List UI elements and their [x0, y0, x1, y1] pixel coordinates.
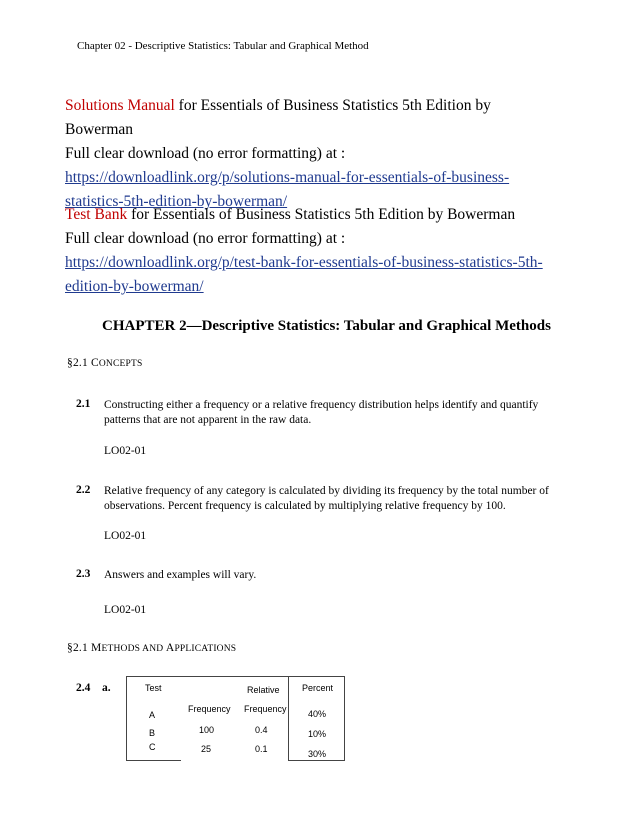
item-number: 2.4: [76, 682, 91, 694]
row-percent: 40%: [308, 709, 327, 719]
header-test: Test: [145, 683, 162, 693]
item-number: 2.1: [76, 398, 91, 410]
row-frequency: 100: [199, 725, 215, 735]
promo-author: Bowerman: [65, 121, 134, 138]
item-text: Answers and examples will vary.: [104, 569, 257, 581]
promo-red-title: Test Bank: [65, 206, 128, 223]
frequency-table: [126, 676, 345, 761]
test-bank-promo: [65, 203, 575, 299]
header-frequency: Frequency: [188, 704, 231, 714]
row-percent: 10%: [308, 729, 327, 739]
row-frequency: 25: [201, 744, 212, 754]
learning-objective: LO02-01: [104, 604, 147, 616]
promo-title-rest: for Essentials of Business Statistics 5th Edition by Bowerman: [127, 206, 516, 223]
header-relative: Relative: [247, 685, 280, 695]
header-relative-frequency: Frequency: [244, 704, 287, 714]
item-text: Constructing either a frequency or a relative frequency distribution helps identify and quantify patterns that are not apparent in the raw data.: [104, 399, 539, 426]
row-test: A: [149, 710, 156, 720]
test-bank-link-cont[interactable]: edition-by-bowerman/: [65, 278, 204, 295]
row-percent: 30%: [308, 749, 327, 759]
test-bank-link[interactable]: https://downloadlink.org/p/test-bank-for-essentials-of-business-statistics-5th-: [65, 254, 543, 271]
solutions-manual-link[interactable]: https://downloadlink.org/p/solutions-manual-for-essentials-of-business-: [65, 169, 510, 186]
learning-objective: LO02-01: [104, 445, 147, 457]
section-heading-concepts: §2.1 CONCEPTS: [67, 357, 143, 369]
header-percent: Percent: [302, 683, 334, 693]
chapter-title: CHAPTER 2—Descriptive Statistics: Tabular and Graphical Methods: [102, 318, 551, 334]
solutions-manual-promo: [65, 94, 575, 214]
promo-red-title: Solutions Manual: [65, 97, 175, 114]
promo-download-text: Full clear download (no error formatting) at :: [65, 230, 346, 247]
section-heading-methods: §2.1 METHODS AND APPLICATIONS: [67, 642, 237, 654]
item-number: 2.3: [76, 568, 91, 580]
learning-objective: LO02-01: [104, 530, 147, 542]
page-header: Chapter 02 - Descriptive Statistics: Tabular and Graphical Method: [77, 40, 369, 52]
item-part-label: a.: [102, 682, 111, 694]
row-test: C: [149, 742, 156, 752]
row-relative-frequency: 0.4: [255, 725, 268, 735]
solutions-manual-link-cont[interactable]: statistics-5th-edition-by-bowerman/: [65, 193, 288, 210]
row-relative-frequency: 0.1: [255, 744, 268, 754]
item-text: Relative frequency of any category is calculated by dividing its frequency by the total number of observations. Percent frequency is calculated by multiplying relative frequency by 100.: [104, 485, 549, 512]
row-test: B: [149, 728, 156, 738]
promo-title-rest: for Essentials of Business Statistics 5th Edition by: [174, 97, 491, 114]
item-number: 2.2: [76, 484, 91, 496]
promo-download-text: Full clear download (no error formatting) at :: [65, 145, 346, 162]
